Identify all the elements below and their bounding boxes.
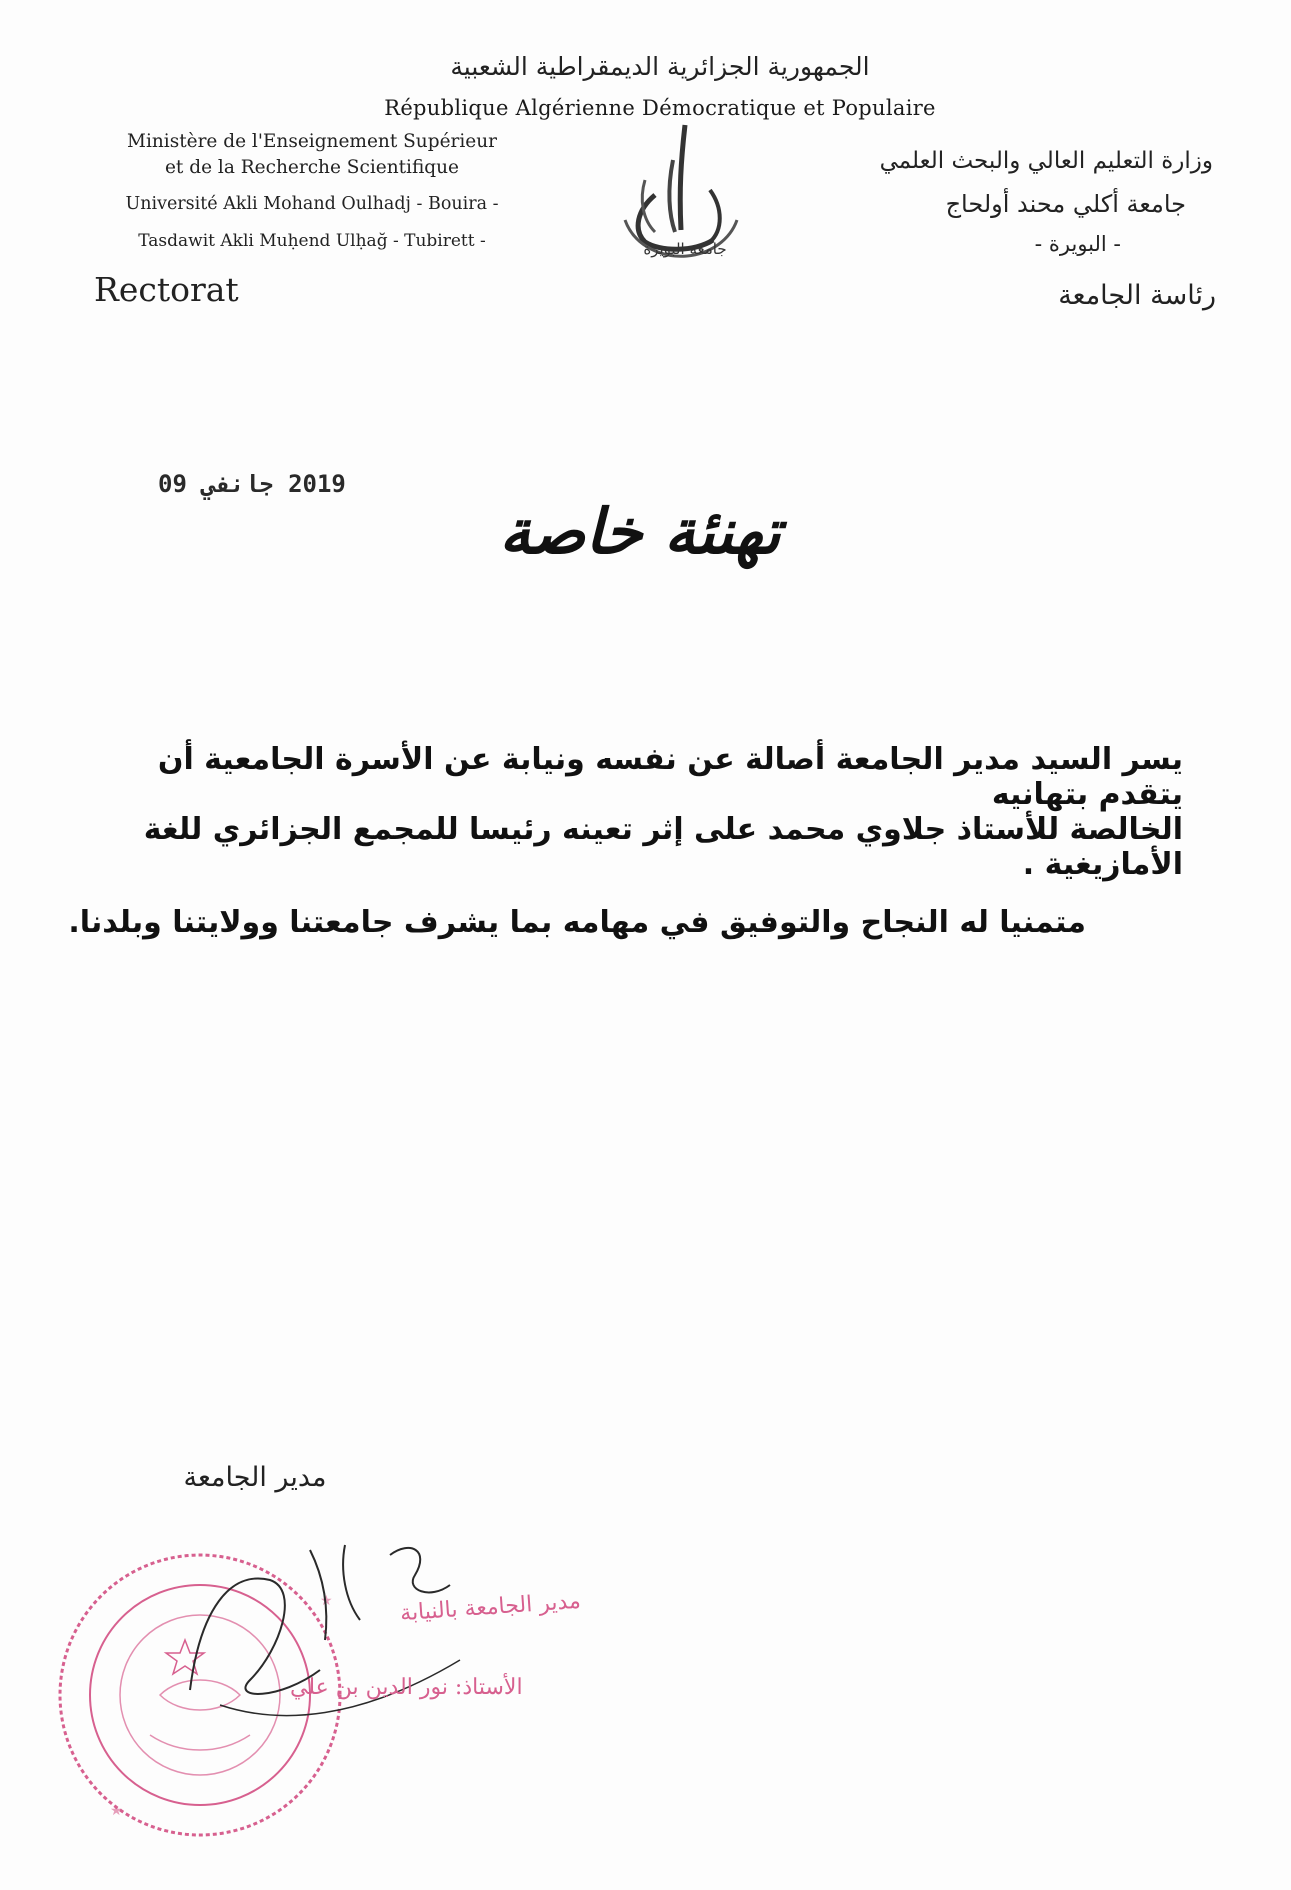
university-tamazight: Tasdawit Akli Muḥend Ulḥağ - Tubirett - xyxy=(138,231,486,251)
logo-caption: جامعة البويرة xyxy=(643,240,727,258)
ministry-french-line1: Ministère de l'Enseignement Supérieur xyxy=(127,131,497,152)
stamp-text-name: الأستاذ: نور الدين بن علي xyxy=(290,1675,523,1700)
header-french-republic: République Algérienne Démocratique et Populaire xyxy=(384,96,936,120)
university-french: Université Akli Mohand Oulhadj - Bouira - xyxy=(125,194,499,214)
city-arabic: - البويرة - xyxy=(1034,232,1121,256)
ministry-french-line2: et de la Recherche Scientifique xyxy=(164,157,460,178)
body-line-3: متمنيا له النجاح والتوفيق في مهامه بما يشرف جامعتنا وولايتنا وبلدنا. xyxy=(68,905,1086,940)
stamp-text-title: مدير الجامعة بالنيابة xyxy=(399,1588,582,1627)
signatory-title: مدير الجامعة xyxy=(183,1462,327,1493)
body-line-2: الخالصة للأستاذ جلاوي محمد على إثر تعينه رئيسا للمجمع الجزائري للغة الأمازيغية . xyxy=(143,812,1183,882)
document-date: 2019 جانفي 09 xyxy=(158,470,346,498)
rectorat-label: Rectorat xyxy=(94,270,239,309)
svg-text:★: ★ xyxy=(320,1593,333,1609)
handwritten-signature-icon xyxy=(160,1530,490,1730)
document-title: تهنئة خاصة xyxy=(499,495,781,568)
body-line-1: يسر السيد مدير الجامعة أصالة عن نفسه ونيابة عن الأسرة الجامعية أن يتقدم بتهانيه xyxy=(157,742,1183,812)
ministry-arabic: وزارة التعليم العالي والبحث العلمي xyxy=(879,148,1213,174)
university-arabic: جامعة أكلي محند أولحاج xyxy=(945,190,1186,218)
rectorat-arabic: رئاسة الجامعة xyxy=(1058,280,1216,311)
svg-text:★: ★ xyxy=(110,1803,123,1819)
header-arabic-republic: الجمهورية الجزائرية الديمقراطية الشعبية xyxy=(450,52,870,81)
